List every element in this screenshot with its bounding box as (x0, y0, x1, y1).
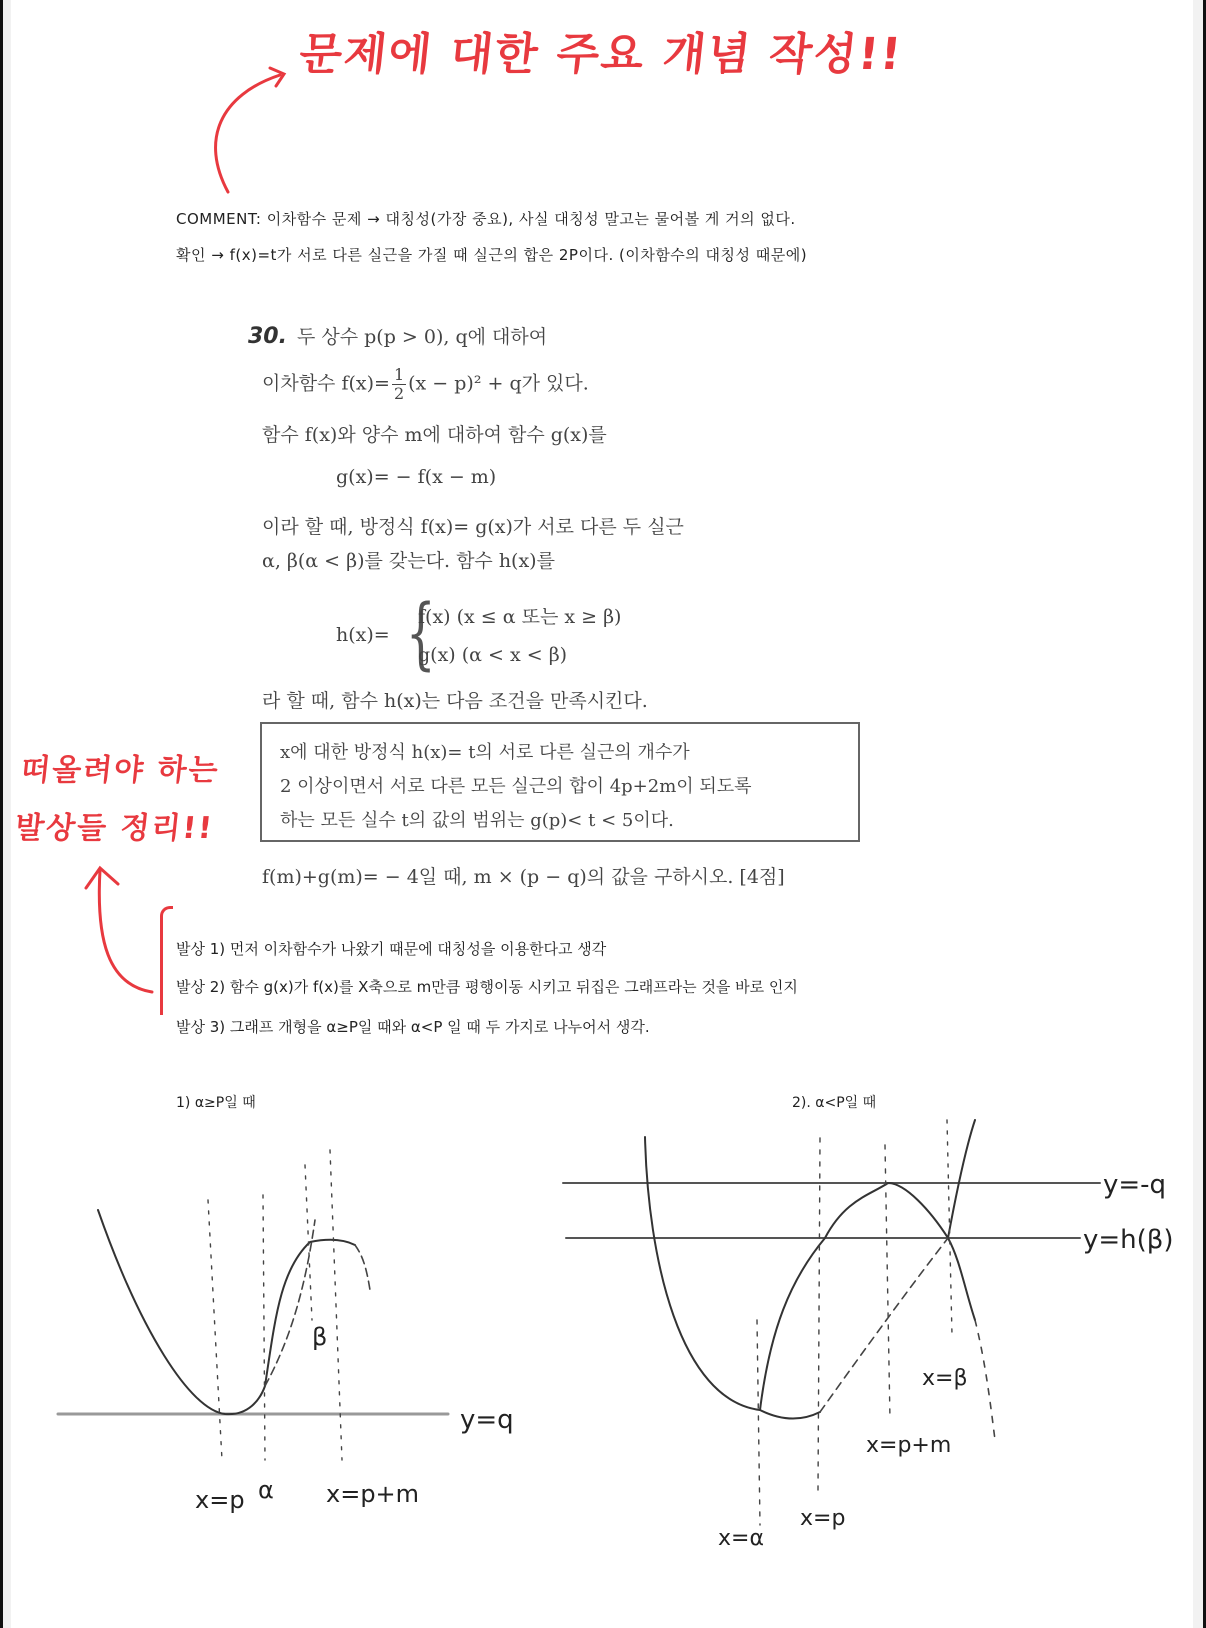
red-arrow-to-title (216, 68, 284, 192)
idea-2: 발상 2) 함수 g(x)가 f(x)를 X축으로 m만큼 평행이동 시키고 뒤집은 그래프라는 것을 바로 인지 (176, 978, 798, 996)
g-intro: 함수 f(x)와 양수 m에 대하여 함수 g(x)를 (262, 424, 607, 446)
roots-line-1: 이라 할 때, 방정식 f(x)= g(x)가 서로 다른 두 실근 (262, 516, 684, 538)
red-arrow-to-side-note (86, 868, 152, 992)
fraction-numerator: 1 (393, 365, 405, 384)
problem-number: 30. (248, 324, 287, 349)
h-case-2: g(x) (α < x < β) (418, 644, 568, 666)
comment-line-1: COMMENT: 이차함수 문제 → 대칭성(가장 중요), 사실 대칭성 말고는 물어볼 게 거의 없다. (176, 210, 796, 228)
question: f(m)+g(m)= − 4일 때, m × (p − q)의 값을 구하시오. [4점] (262, 866, 785, 888)
graph-2-caption: 2). α<P일 때 (792, 1095, 877, 1111)
h-case-1: f(x) (x ≤ α 또는 x ≥ β) (418, 606, 622, 628)
f-def-suffix: (x − p)² + q가 있다. (408, 372, 589, 395)
graph-1-label-alpha: α (258, 1476, 274, 1504)
graph-2-label-y-h-beta: y=h(β) (1083, 1225, 1174, 1255)
left-brace: { (405, 589, 436, 679)
graph-2-label-x-beta: x=β (922, 1366, 968, 1391)
idea-1: 발상 1) 먼저 이차함수가 나왔기 때문에 대칭성을 이용한다고 생각 (176, 940, 607, 958)
graph-1-label-x-p: x=p (195, 1486, 245, 1514)
graph-2-label-x-p-plus-m: x=p+m (866, 1433, 952, 1458)
problem-intro: 두 상수 p(p > 0), q에 대하여 (296, 326, 548, 348)
side-annotation-line-2: 발상들 정리!! (13, 811, 216, 846)
graph-1-label-beta: β (312, 1323, 328, 1351)
graph-1-label-x-p-plus-m: x=p+m (326, 1480, 420, 1508)
graph-1-label-y-q: y=q (460, 1405, 514, 1435)
side-annotation-line-1: 떠올려야 하는 (19, 753, 222, 788)
idea-3: 발상 3) 그래프 개형을 α≥P일 때와 α<P 일 때 두 가지로 나누어서 생각. (176, 1018, 650, 1036)
condition-line-3: 하는 모든 실수 t의 값의 범위는 g(p)< t < 5이다. (280, 810, 674, 831)
graph-2 (563, 1120, 1100, 1525)
roots-line-2: α, β(α < β)를 갖는다. 함수 h(x)를 (262, 550, 555, 572)
graph-2-label-x-alpha: x=α (718, 1526, 764, 1551)
graph-2-label-y-neg-q: y=-q (1103, 1170, 1167, 1200)
graph-2-label-x-p: x=p (800, 1506, 846, 1531)
graph-1-caption: 1) α≥P일 때 (176, 1095, 256, 1111)
h-label: h(x)= (336, 624, 390, 646)
comment-line-2: 확인 → f(x)=t가 서로 다른 실근을 가질 때 실근의 합은 2P이다. (이차함수의 대칭성 때문에) (176, 246, 808, 264)
condition-line-1: x에 대한 방정식 h(x)= t의 서로 다른 실근의 개수가 (280, 742, 690, 763)
title-annotation: 문제에 대한 주요 개념 작성!! (296, 29, 906, 80)
condition-line-2: 2 이상이면서 서로 다른 모든 실근의 합이 4p+2m이 되도록 (280, 776, 752, 797)
graph-1 (58, 1150, 448, 1460)
condition-intro: 라 할 때, 함수 h(x)는 다음 조건을 만족시킨다. (262, 690, 648, 712)
fraction-denominator: 2 (393, 384, 405, 403)
f-def-prefix: 이차함수 f(x)= (262, 372, 390, 395)
g-definition: g(x)= − f(x − m) (336, 466, 497, 488)
